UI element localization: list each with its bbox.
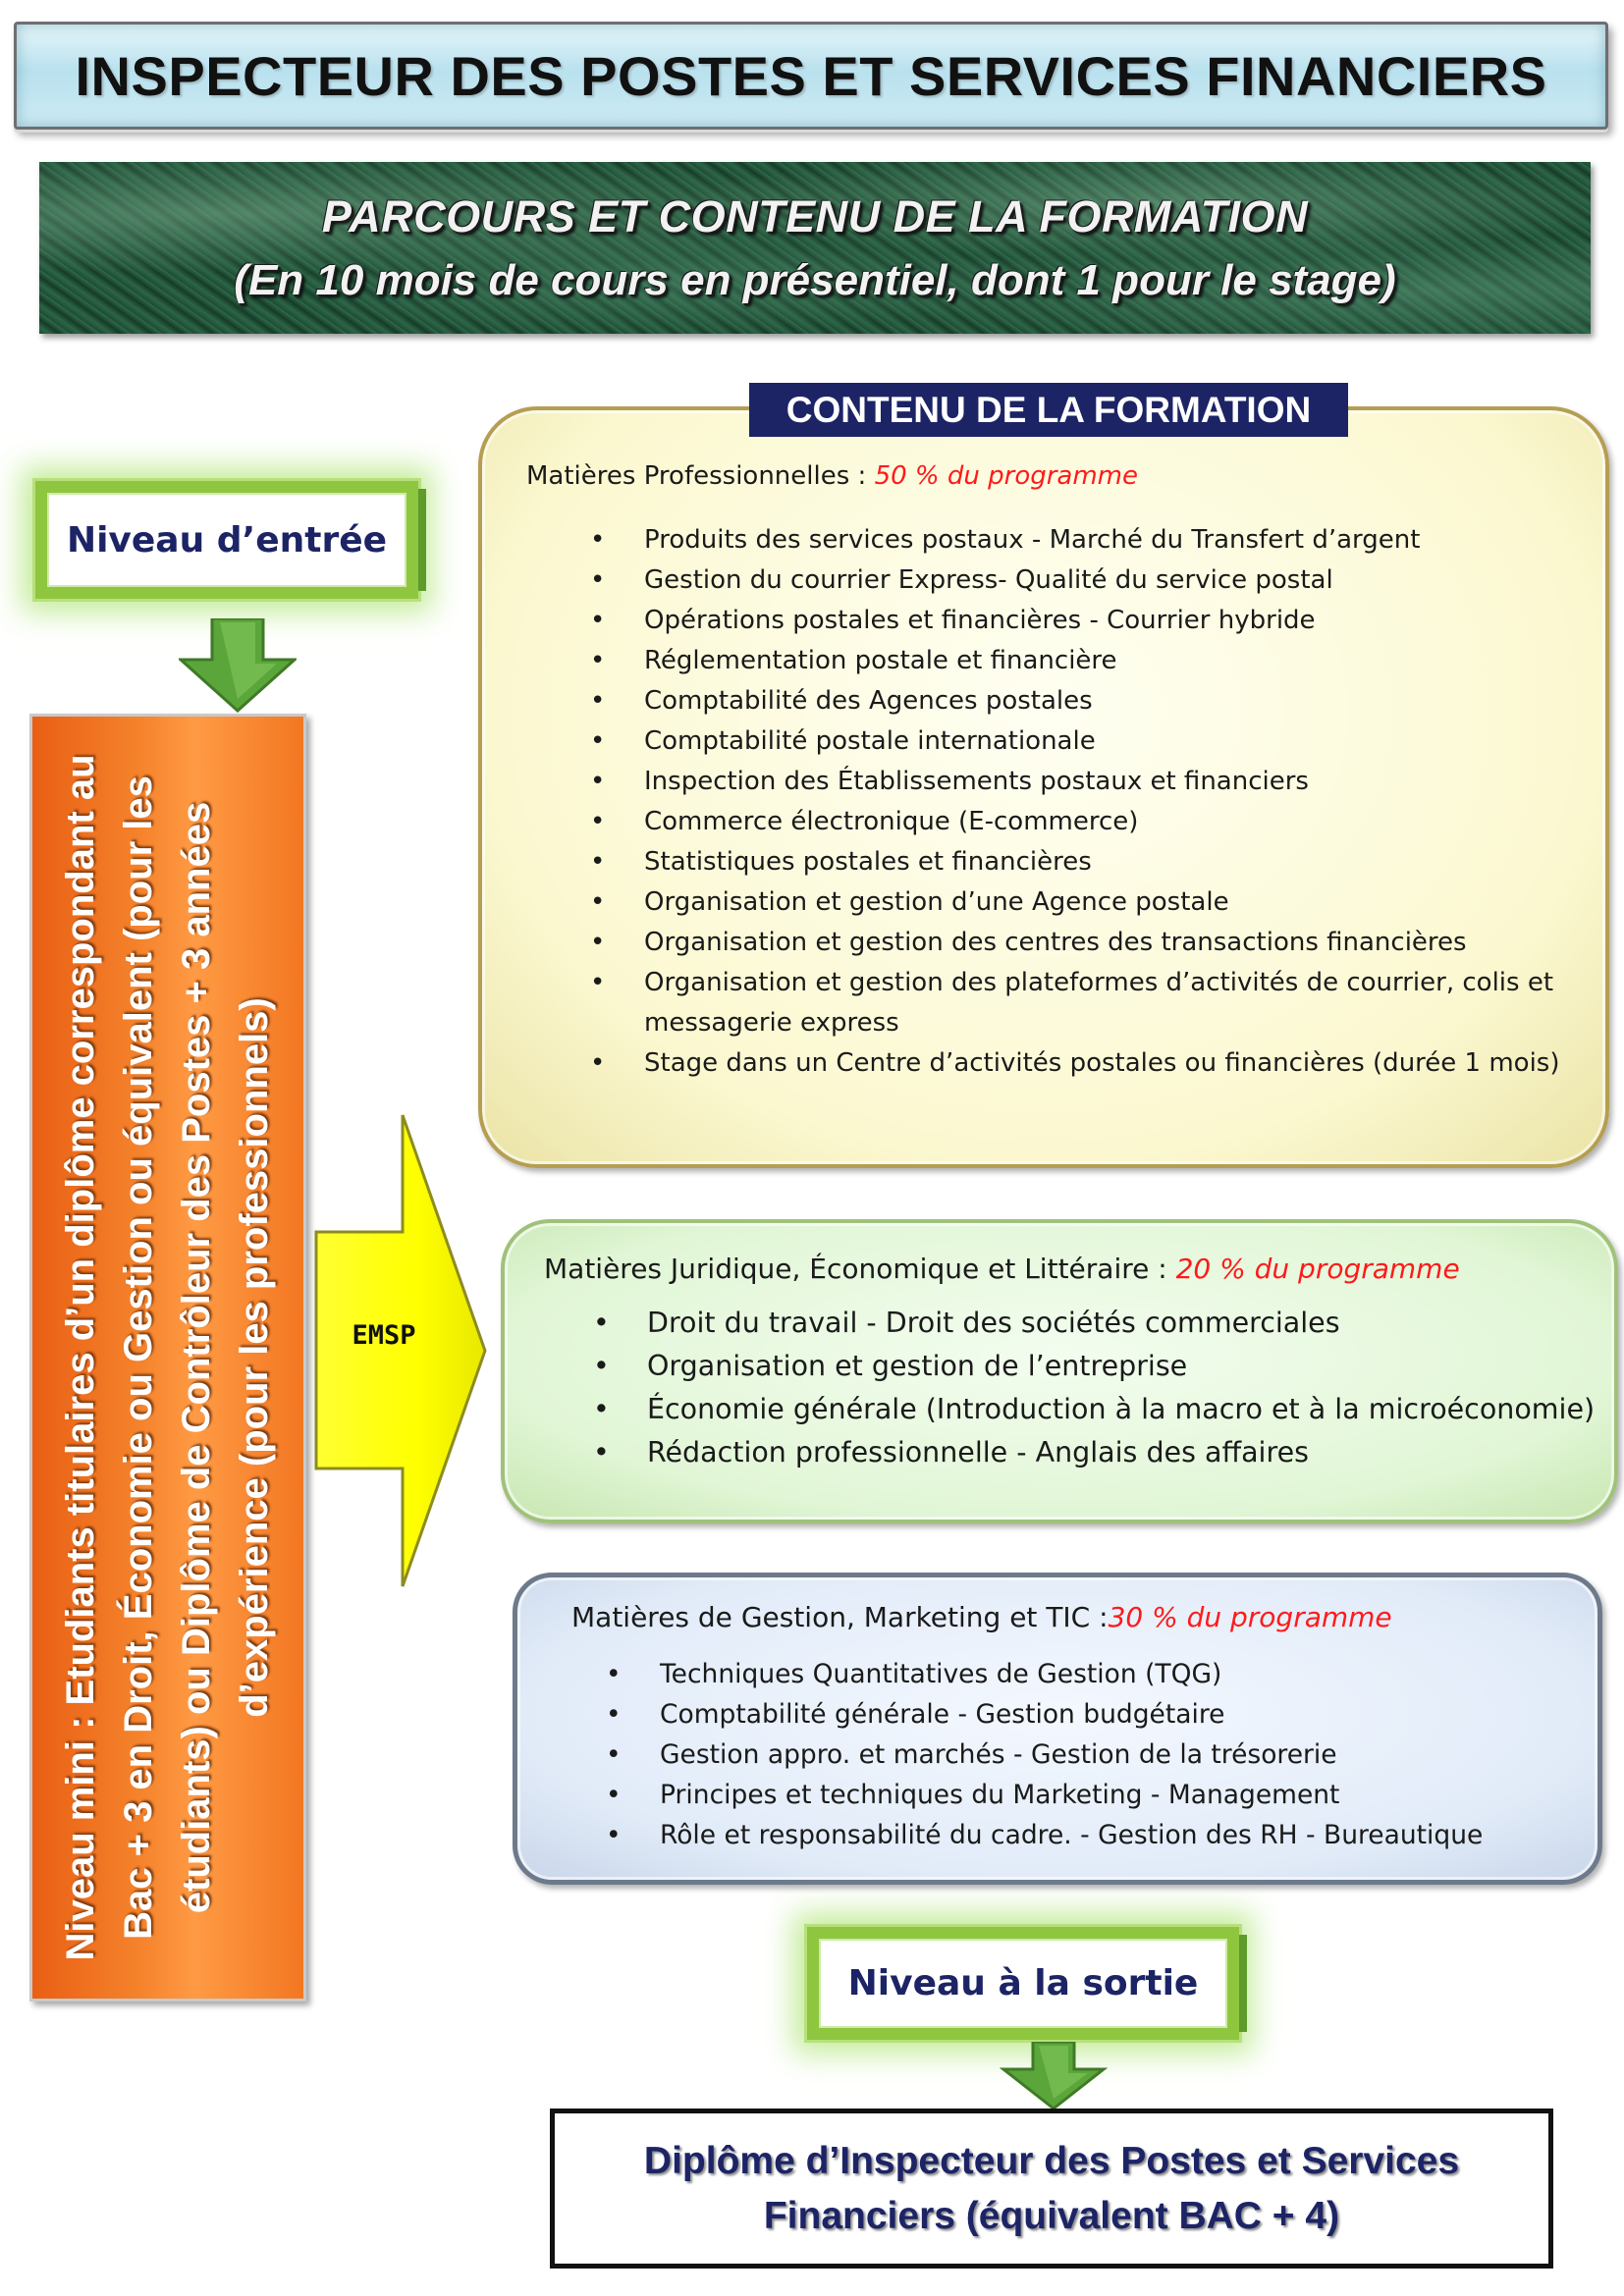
bullet-icon: • [590, 565, 606, 595]
bullet-icon: • [590, 726, 606, 756]
management-percent: 30 % du programme [1108, 1601, 1392, 1633]
list-item [590, 601, 1572, 641]
list-item [593, 1431, 1604, 1474]
list-item-text: Rédaction professionnelle - Anglais des affaires [647, 1436, 1309, 1468]
list-item-text: Statistiques postales et financières [644, 847, 1092, 877]
list-item-text: Inspection des Établissements postaux et financiers [644, 767, 1309, 796]
content-header: CONTENU DE LA FORMATION [749, 383, 1348, 437]
list-item-text: Droit du travail - Droit des sociétés commerciales [647, 1307, 1340, 1339]
exit-level-label: Niveau à la sortie [847, 1963, 1199, 2003]
entry-level-box [35, 481, 418, 599]
professional-percent: 50 % du programme [874, 461, 1139, 491]
title-banner [14, 22, 1608, 130]
bullet-icon: • [593, 1307, 610, 1339]
list-item [590, 963, 1572, 1043]
entry-level-label: Niveau d’entrée [66, 519, 388, 561]
list-item-text: Organisation et gestion de l’entreprise [647, 1350, 1188, 1382]
list-item-text: Gestion du courrier Express- Qualité du service postal [644, 565, 1333, 595]
list-item [593, 1345, 1604, 1388]
list-item-text: Commerce électronique (E-commerce) [644, 807, 1139, 836]
bullet-icon: • [606, 1699, 622, 1730]
diploma-box [550, 2109, 1553, 2269]
list-item [606, 1654, 1588, 1694]
list-item-text: Comptabilité postale internationale [644, 726, 1096, 756]
professional-subjects-list [590, 520, 1572, 1084]
list-item [590, 762, 1572, 802]
list-item [606, 1735, 1588, 1775]
professional-subjects-card [478, 406, 1609, 1168]
list-item [590, 641, 1572, 681]
list-item [606, 1815, 1588, 1855]
list-item [606, 1775, 1588, 1815]
diploma-text: Diplôme d’Inspecteur des Postes et Services Financiers (équivalent BAC + 4) [643, 2139, 1460, 2237]
bullet-icon: • [590, 1048, 606, 1078]
bullet-icon: • [590, 646, 606, 675]
list-item-text: Comptabilité générale - Gestion budgétaire [660, 1699, 1225, 1730]
bullet-icon: • [590, 606, 606, 635]
list-item [590, 681, 1572, 721]
list-item [593, 1302, 1604, 1345]
list-item-text: Organisation et gestion des plateformes d’activités de courrier, colis et messagerie express [644, 968, 1554, 1038]
legal-subjects-title: Matières Juridique, Économique et Littéraire : 20 % du programme [544, 1253, 1460, 1285]
legal-subjects-list [593, 1302, 1604, 1474]
bullet-icon: • [590, 847, 606, 877]
list-item-text: Opérations postales et financières - Courrier hybride [644, 606, 1316, 635]
legal-percent: 20 % du programme [1175, 1253, 1460, 1285]
management-subjects-title: Matières de Gestion, Marketing et TIC :30 % du programme [571, 1601, 1392, 1633]
list-item-text: Comptabilité des Agences postales [644, 686, 1093, 716]
professional-subjects-title: Matières Professionnelles : 50 % du programme [526, 461, 1139, 491]
list-item-text: Gestion appro. et marchés - Gestion de la trésorerie [660, 1739, 1337, 1770]
emsp-label: EMSP [352, 1319, 416, 1351]
list-item [590, 923, 1572, 963]
bullet-icon: • [590, 807, 606, 836]
list-item [590, 882, 1572, 923]
bullet-icon: • [590, 887, 606, 917]
entry-requirement-text: Niveau mini : Etudiants titulaires d’un diplôme correspondant au Bac + 3 en Droit, Économie ou Gestion ou équivalent (pour les étudiants) ou Diplôme de Contrôleur des Postes + 3 années d’expérience (pour les professionnels) [59, 754, 276, 1961]
bullet-icon: • [593, 1393, 610, 1425]
page-title: INSPECTEUR DES POSTES ET SERVICES FINANCIERS [75, 44, 1547, 107]
exit-level-box [807, 1927, 1239, 2040]
bullet-icon: • [593, 1350, 610, 1382]
bullet-icon: • [590, 968, 606, 997]
bullet-icon: • [590, 525, 606, 555]
arrow-down-icon [179, 618, 297, 713]
list-item-text: Organisation et gestion d’une Agence postale [644, 887, 1229, 917]
list-item-text: Réglementation postale et financière [644, 646, 1117, 675]
list-item-text: Organisation et gestion des centres des transactions financières [644, 928, 1467, 957]
list-item-text: Techniques Quantitatives de Gestion (TQG) [660, 1659, 1222, 1689]
entry-requirement-panel [29, 714, 306, 2002]
bullet-icon: • [606, 1659, 622, 1689]
list-item-text: Économie générale (Introduction à la macro et à la microéconomie) [647, 1393, 1596, 1425]
list-item [593, 1388, 1604, 1431]
bullet-icon: • [606, 1739, 622, 1770]
arrow-down-icon [1000, 2042, 1108, 2110]
list-item-text: Rôle et responsabilité du cadre. - Gestion des RH - Bureautique [660, 1820, 1484, 1850]
list-item [590, 520, 1572, 561]
management-subjects-list [606, 1654, 1588, 1855]
list-item-text: Produits des services postaux - Marché du Transfert d’argent [644, 525, 1421, 555]
list-item-text: Principes et techniques du Marketing - Management [660, 1780, 1340, 1810]
list-item [590, 721, 1572, 762]
list-item [606, 1694, 1588, 1735]
list-item [590, 802, 1572, 842]
list-item [590, 1043, 1572, 1084]
bullet-icon: • [593, 1436, 610, 1468]
management-subjects-card [513, 1573, 1602, 1885]
bullet-icon: • [590, 686, 606, 716]
list-item-text: Stage dans un Centre d’activités postales ou financières (durée 1 mois) [644, 1048, 1560, 1078]
list-item [590, 561, 1572, 601]
bullet-icon: • [606, 1820, 622, 1850]
program-banner-subtitle: (En 10 mois de cours en présentiel, dont 1 pour le stage) [234, 255, 1396, 304]
legal-subjects-card [501, 1219, 1618, 1523]
list-item [590, 842, 1572, 882]
bullet-icon: • [606, 1780, 622, 1810]
program-banner-title: PARCOURS ET CONTENU DE LA FORMATION [321, 190, 1309, 241]
bullet-icon: • [590, 928, 606, 957]
bullet-icon: • [590, 767, 606, 796]
program-banner [39, 162, 1591, 334]
